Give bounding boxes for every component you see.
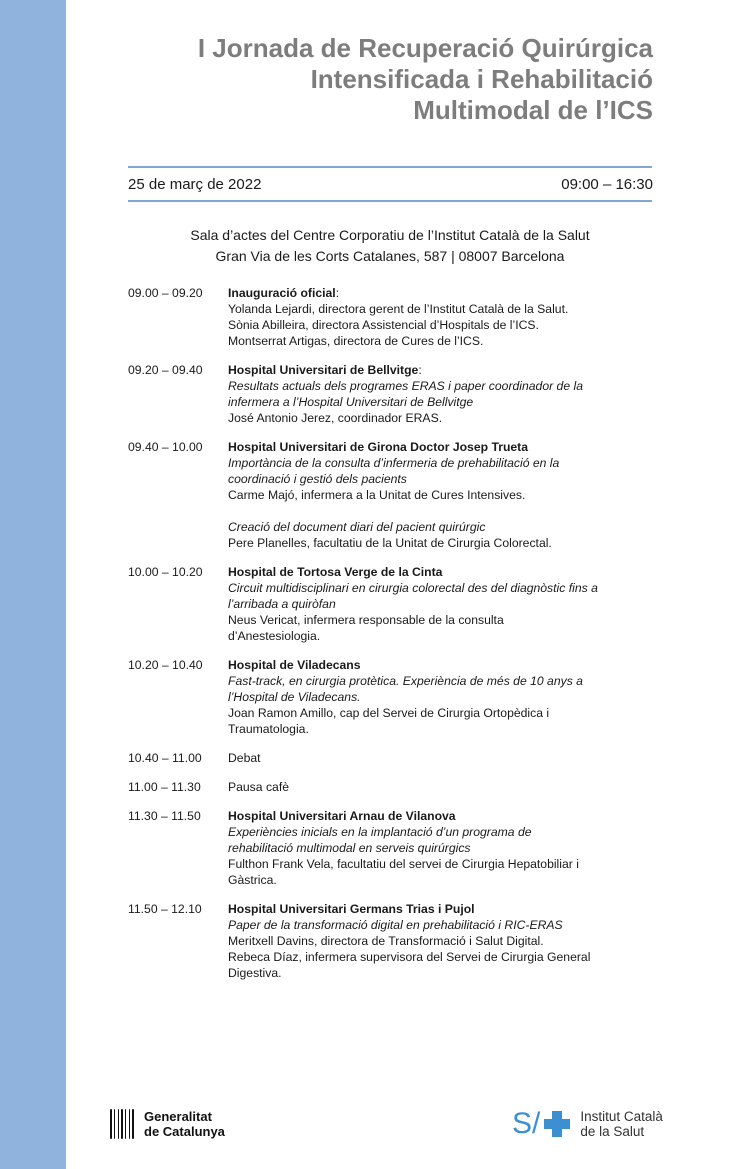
venue-address: Gran Via de les Corts Catalanes, 587 | 08007 Barcelona — [215, 248, 565, 264]
program-item — [128, 439, 658, 551]
ics-name-line-2: de la Salut — [580, 1124, 645, 1139]
program-item — [128, 901, 658, 981]
time-slot: 11.50 – 12.10 — [128, 902, 202, 916]
talk-title: Resultats actuals dels programes ERAS i paper coordinador de la — [228, 379, 583, 393]
speaker-line: Sònia Abilleira, directora Assistencial d’Hospitals de l’ICS. — [228, 318, 539, 332]
speaker-line: Montserrat Artigas, directora de Cures de l’ICS. — [228, 334, 484, 348]
title-line-3: Multimodal de l’ICS — [413, 95, 653, 125]
speaker-line: Gàstrica. — [228, 873, 277, 887]
time-slot: 09.40 – 10.00 — [128, 440, 203, 454]
program-item — [128, 750, 658, 766]
title-line-2: Intensificada i Rehabilitació — [310, 64, 653, 94]
generalitat-logo — [110, 1109, 225, 1139]
program-item — [128, 779, 658, 795]
hospital-name: Hospital Universitari de Bellvitge — [228, 363, 419, 377]
generalitat-emblem-icon — [110, 1109, 134, 1139]
session-heading — [228, 362, 658, 378]
health-cross-icon — [542, 1109, 572, 1139]
session-heading — [228, 808, 658, 824]
speaker-line: Fulthon Frank Vela, facultatiu del servei de Cirurgia Hepatobiliar i — [228, 857, 579, 871]
time-slot: 11.30 – 11.50 — [128, 809, 201, 823]
speaker-line: Yolanda Lejardi, directora gerent de l’Institut Català de la Salut. — [228, 302, 569, 316]
speaker-line: d’Anestesiologia. — [228, 629, 321, 643]
session-heading — [228, 564, 658, 580]
session-label: Debat — [228, 751, 261, 765]
session-heading — [228, 285, 658, 301]
program-item — [128, 808, 658, 888]
speaker-line: Carme Majó, infermera a la Unitat de Cures Intensives. — [228, 488, 526, 502]
bottom-divider — [128, 200, 652, 202]
hospital-name: Hospital Universitari Arnau de Vilanova — [228, 809, 456, 823]
ics-name-line-1: Institut Català — [580, 1109, 663, 1124]
session-heading — [228, 901, 658, 917]
event-time: 09:00 – 16:30 — [561, 176, 653, 193]
talk-title: l’arribada a quiròfan — [228, 597, 336, 611]
talk-title: Creació del document diari del pacient quirúrgic — [228, 520, 486, 534]
session-label: Pausa cafè — [228, 780, 289, 794]
time-slot: 09.00 – 09.20 — [128, 286, 203, 300]
time-slot: 10.20 – 10.40 — [128, 658, 203, 672]
session-details — [228, 901, 658, 981]
program-item — [128, 285, 658, 349]
speaker-line: Joan Ramon Amillo, cap del Servei de Cirurgia Ortopèdica i — [228, 706, 550, 720]
speaker-line: Pere Planelles, facultatiu de la Unitat de Cirurgia Colorectal. — [228, 536, 552, 550]
talk-title: Experiències inicials en la implantació d’un programa de — [228, 825, 532, 839]
hospital-name: Hospital Universitari Germans Trias i Pujol — [228, 902, 475, 916]
talk-title: Fast-track, en cirurgia protètica. Experiència de més de 10 anys a — [228, 674, 583, 688]
session-details — [228, 808, 658, 888]
speaker-line: Meritxell Davins, directora de Transformació i Salut Digital. — [228, 934, 544, 948]
talk-title: Importància de la consulta d’infermeria de prehabilitació en la — [228, 456, 560, 470]
title-line-1: I Jornada de Recuperació Quirúrgica — [197, 33, 653, 63]
speaker-line: Traumatologia. — [228, 722, 309, 736]
program-list — [128, 285, 658, 981]
time-slot: 11.00 – 11.30 — [128, 780, 201, 794]
session-details — [228, 564, 658, 644]
spacer — [228, 503, 658, 519]
program-item — [128, 362, 658, 426]
talk-title: Circuit multidisciplinari en cirurgia colorectal des del diagnòstic fins a — [228, 581, 598, 595]
talk-title: l’Hospital de Viladecans. — [228, 690, 361, 704]
talk-title: infermera a l’Hospital Universitari de Bellvitge — [228, 395, 474, 409]
hospital-name: Hospital Universitari de Girona Doctor Josep Trueta — [228, 440, 529, 454]
session-details — [228, 779, 658, 795]
heading-suffix: : — [335, 286, 340, 300]
program-item — [128, 657, 658, 737]
side-color-band — [0, 0, 66, 1169]
session-details — [228, 439, 658, 551]
hospital-name: Inauguració oficial — [228, 286, 336, 300]
session-details — [228, 285, 658, 349]
venue-name: Sala d’actes del Centre Corporatiu de l’Institut Català de la Salut — [190, 227, 590, 243]
ics-mark: S/ — [512, 1107, 541, 1140]
ics-logo — [512, 1108, 663, 1140]
heading-suffix: : — [418, 363, 422, 377]
hospital-name: Hospital de Tortosa Verge de la Cinta — [228, 565, 443, 579]
generalitat-name-line-1: Generalitat — [144, 1109, 212, 1124]
program-item — [128, 564, 658, 644]
session-details — [228, 657, 658, 737]
speaker-line: Digestiva. — [228, 966, 282, 980]
speaker-line: Neus Vericat, infermera responsable de la consulta — [228, 613, 504, 627]
event-date: 25 de març de 2022 — [128, 176, 262, 193]
speaker-line: Rebeca Díaz, infermera supervisora del Servei de Cirurgia General — [228, 950, 591, 964]
session-heading — [228, 439, 658, 455]
time-slot: 10.00 – 10.20 — [128, 565, 203, 579]
talk-title: rehabilitació multimodal en serveis quirúrgics — [228, 841, 471, 855]
talk-title: Paper de la transformació digital en prehabilitació i RIC-ERAS — [228, 918, 563, 932]
session-details — [228, 362, 658, 426]
generalitat-name-line-2: de Catalunya — [144, 1124, 225, 1139]
session-details — [228, 750, 658, 766]
time-slot: 09.20 – 09.40 — [128, 363, 203, 377]
talk-title: coordinació i gestió dels pacients — [228, 472, 407, 486]
time-slot: 10.40 – 11.00 — [128, 751, 202, 765]
page-title — [93, 33, 653, 126]
hospital-name: Hospital de Viladecans — [228, 658, 361, 672]
top-divider — [128, 166, 652, 168]
session-heading — [228, 657, 658, 673]
speaker-line: José Antonio Jerez, coordinador ERAS. — [228, 411, 443, 425]
